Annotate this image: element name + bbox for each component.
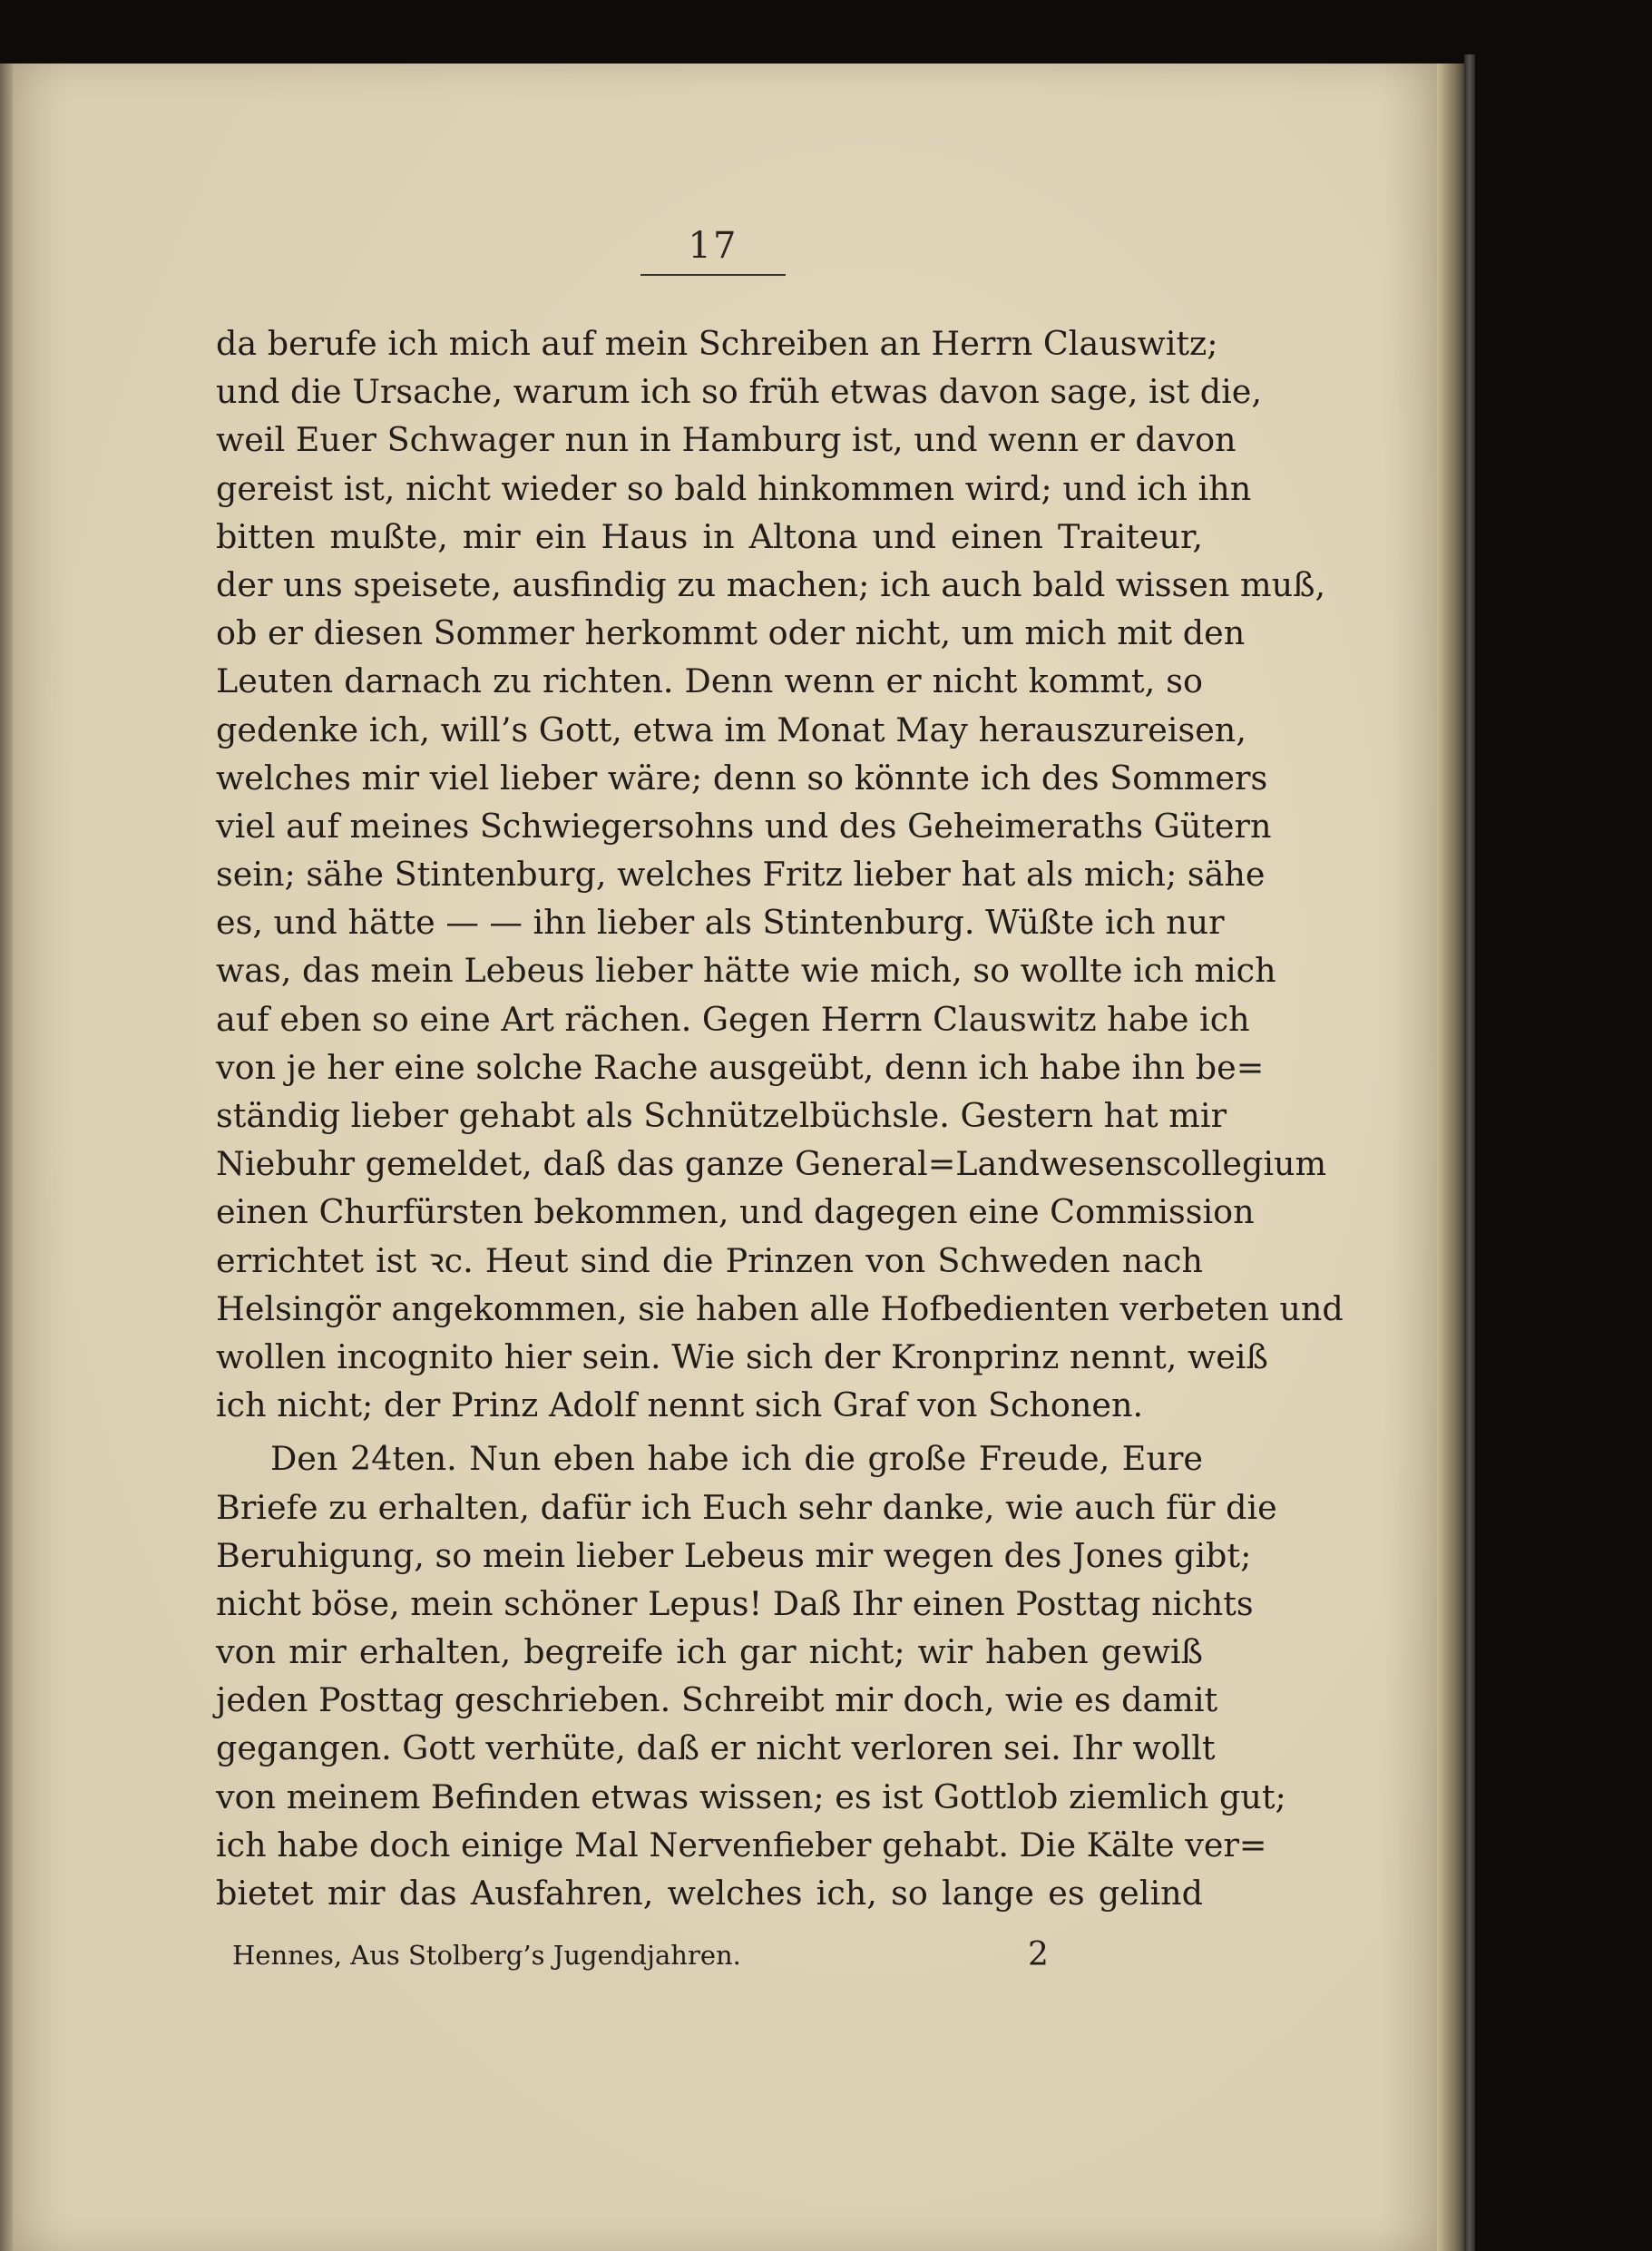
page-stack-edge bbox=[1437, 64, 1464, 2251]
page-footer bbox=[216, 1933, 1203, 1974]
text-line: von je her eine solche Rache ausgeübt, denn ich habe ihn be= bbox=[216, 1047, 1265, 1087]
text-line: von mir erhalten, begreife ich gar nicht; wir haben gewiß bbox=[216, 1632, 1203, 1672]
body-text bbox=[216, 319, 1344, 1917]
text-line: weil Euer Schwager nun in Hamburg ist, und wenn er davon bbox=[216, 420, 1237, 460]
text-line: bitten mußte, mir ein Haus in Altona und einen Traiteur, bbox=[216, 516, 1203, 556]
book-cover-edge bbox=[1464, 54, 1475, 2251]
text-line: da berufe ich mich auf mein Schreiben an Herrn Clauswitz; bbox=[216, 324, 1218, 363]
text-line: was, das mein Lebeus lieber hätte wie mich, so wollte ich mich bbox=[216, 951, 1276, 991]
header-rule bbox=[640, 274, 786, 276]
text-line: ob er diesen Sommer herkommt oder nicht, um mich mit den bbox=[216, 613, 1246, 653]
text-line: bietet mir das Ausfahren, welches ich, so lange es gelind bbox=[216, 1874, 1203, 1913]
text-line: auf eben so eine Art rächen. Gegen Herrn Clauswitz habe ich bbox=[216, 999, 1250, 1039]
text-line: Leuten darnach zu richten. Denn wenn er nicht kommt, so bbox=[216, 661, 1203, 701]
page-number: 17 bbox=[688, 225, 738, 267]
text-line: ich habe doch einige Mal Nervenfieber gehabt. Die Kälte ver= bbox=[216, 1825, 1267, 1864]
text-line: ich nicht; der Prinz Adolf nennt sich Graf von Schonen. bbox=[216, 1385, 1144, 1425]
text-line: es, und hätte — — ihn lieber als Stintenburg. Wüßte ich nur bbox=[216, 903, 1225, 943]
text-line: viel auf meines Schwiegersohns und des Geheimeraths Gütern bbox=[216, 806, 1272, 846]
text-line: sein; sähe Stintenburg, welches Fritz lieber hat als mich; sähe bbox=[216, 855, 1266, 895]
text-line: und die Ursache, warum ich so früh etwas davon sage, ist die, bbox=[216, 372, 1262, 412]
text-line: ständig lieber gehabt als Schnützelbüchsle. Gestern hat mir bbox=[216, 1096, 1227, 1135]
text-line: gegangen. Gott verhüte, daß er nicht verloren sei. Ihr wollt bbox=[216, 1728, 1216, 1768]
text-line: Helsingör angekommen, sie haben alle Hofbedienten verbeten und bbox=[216, 1288, 1344, 1328]
text-line: errichtet ist ꝛc. Heut sind die Prinzen von Schweden nach bbox=[216, 1240, 1203, 1280]
book-reference: Hennes, Aus Stolberg’s Jugendjahren. bbox=[232, 1940, 741, 1971]
text-line: welches mir viel lieber wäre; denn so könnte ich des Sommers bbox=[216, 758, 1268, 798]
text-line: wollen incognito hier sein. Wie sich der Kronprinz nennt, weiß bbox=[216, 1336, 1268, 1376]
text-line: von meinem Befinden etwas wissen; es ist Gottlob ziemlich gut; bbox=[216, 1776, 1286, 1816]
text-line: Beruhigung, so mein lieber Lebeus mir wegen des Jones gibt; bbox=[216, 1535, 1252, 1575]
signature-mark: 2 bbox=[1028, 1936, 1049, 1973]
text-line: Briefe zu erhalten, dafür ich Euch sehr danke, wie auch für die bbox=[216, 1487, 1277, 1527]
text-line: einen Churfürsten bekommen, und dagegen eine Commission bbox=[216, 1192, 1255, 1232]
text-line: gereist ist, nicht wieder so bald hinkommen wird; und ich ihn bbox=[216, 468, 1252, 508]
text-line: der uns speisete, ausfindig zu machen; ich auch bald wissen muß, bbox=[216, 564, 1326, 604]
text-line: gedenke ich, will’s Gott, etwa im Monat May herauszureisen, bbox=[216, 710, 1246, 749]
text-line: jeden Posttag geschrieben. Schreibt mir doch, wie es damit bbox=[216, 1680, 1218, 1720]
text-line: Den 24ten. Nun eben habe ich die große Freude, Eure bbox=[270, 1439, 1203, 1479]
text-line: Niebuhr gemeldet, daß das ganze General=Landwesenscollegium bbox=[216, 1144, 1327, 1184]
text-line: nicht böse, mein schöner Lepus! Daß Ihr einen Posttag nichts bbox=[216, 1583, 1254, 1623]
